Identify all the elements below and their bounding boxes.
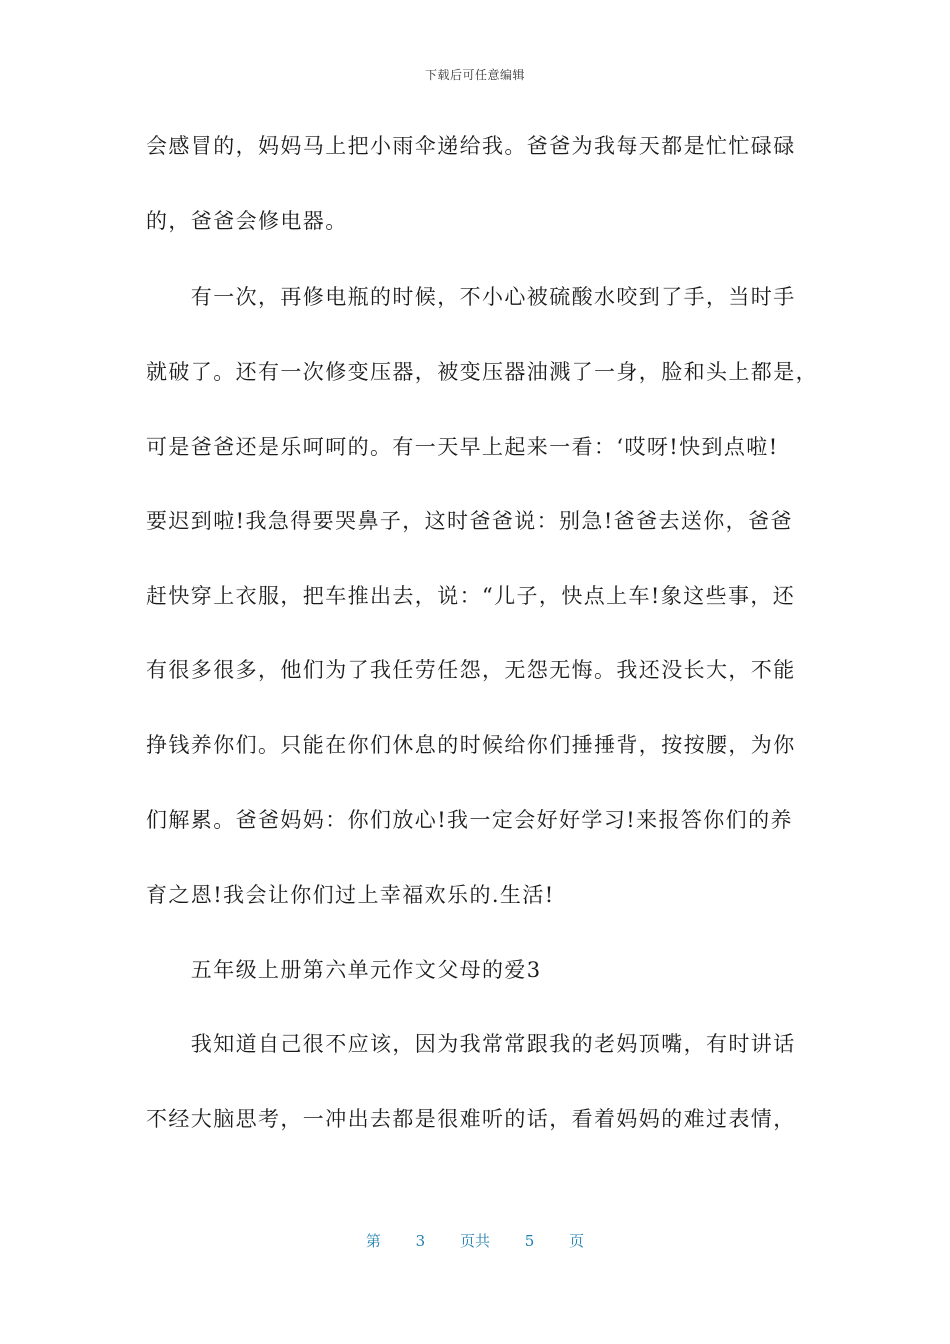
footer-middle: 页共 xyxy=(459,1232,490,1250)
footer-prefix: 第 xyxy=(365,1232,381,1250)
body-line: 不经大脑思考，一冲出去都是很难听的话，看着妈妈的难过表情， xyxy=(146,1107,796,1131)
page-footer xyxy=(0,1230,950,1251)
page-header: 下载后可任意编辑 xyxy=(424,68,525,82)
section-heading: 五年级上册第六单元作文父母的爱3 xyxy=(146,958,542,982)
footer-total-pages: 5 xyxy=(524,1232,535,1250)
body-line: 有一次，再修电瓶的时候，不小心被硫酸水咬到了手，当时手 xyxy=(146,285,796,309)
body-line: 可是爸爸还是乐呵呵的。有一天早上起来一看：‘哎呀!快到点啦! xyxy=(146,435,779,459)
body-line: 赶快穿上衣服，把车推出去，说：“儿子，快点上车!象这些事，还 xyxy=(146,584,796,608)
body-line: 们解累。爸爸妈妈：你们放心!我一定会好好学习!来报答你们的养 xyxy=(146,808,793,832)
body-line: 要迟到啦!我急得要哭鼻子，这时爸爸说：别急!爸爸去送你，爸爸 xyxy=(146,509,793,533)
body-line: 就破了。还有一次修变压器，被变压器油溅了一身，脸和头上都是， xyxy=(146,360,818,384)
footer-suffix: 页 xyxy=(569,1232,585,1250)
footer-current-page: 3 xyxy=(415,1232,426,1250)
body-line: 育之恩!我会让你们过上幸福欢乐的.生活! xyxy=(146,883,555,907)
body-line: 我知道自己很不应该，因为我常常跟我的老妈顶嘴，有时讲话 xyxy=(146,1032,796,1056)
body-line: 有很多很多，他们为了我任劳任怨，无怨无悔。我还没长大，不能 xyxy=(146,658,796,682)
body-line: 的，爸爸会修电器。 xyxy=(146,209,348,233)
body-line: 挣钱养你们。只能在你们休息的时候给你们捶捶背，按按腰，为你 xyxy=(146,733,796,757)
body-line: 会感冒的，妈妈马上把小雨伞递给我。爸爸为我每天都是忙忙碌碌 xyxy=(146,134,796,158)
